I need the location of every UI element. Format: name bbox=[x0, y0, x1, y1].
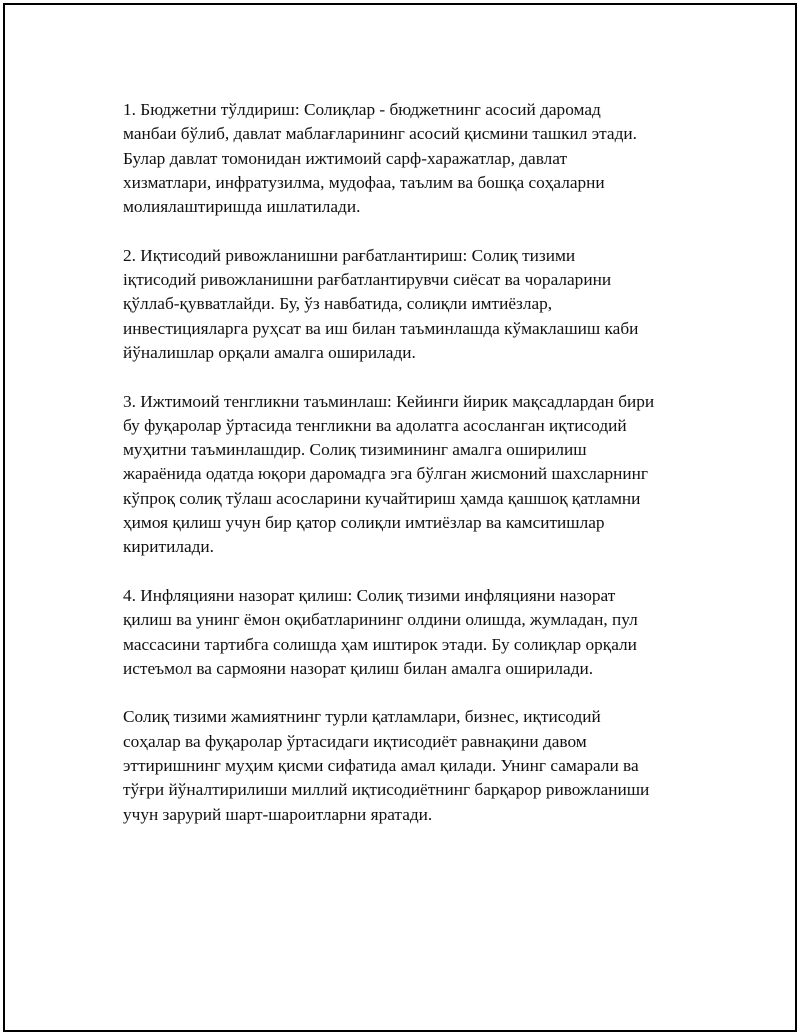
paragraph-conclusion: Солиқ тизими жамиятнинг турли қатламлари, бизнес, иқтисодий соҳалар ва фуқаролар ўртасидаги иқтисодиёт равнақини давом эттиришнинг муҳим қисми сифатида амал қилади. Унинг самарали ва тўғри йўналтирилиши миллий иқтисодиётнинг барқарор ривожланиши учун зарурий шарт-шароитларни яратади. bbox=[123, 707, 650, 824]
paragraph-economic-development: 2. Иқтисодий ривожланишни рағбатлантириш: Солиқ тизими iқтисодий ривожланишни рағбатлантирувчи сиёсат ва чораларини қўллаб-қувватлайди. Бу, ўз навбатида, солиқли имтиёзлар, инвестицияларга руҳсат ва иш билан таъминлашда кўмаклашиш каби йўналишлар орқали амалга оширилади. bbox=[123, 245, 639, 362]
document-body bbox=[123, 98, 695, 827]
paragraph-budget: 1. Бюджетни тўлдириш: Солиқлар - бюджетнинг асосий даромад манбаи бўлиб, давлат маблағларининг асосий қисмини ташкил этади. Булар давлат томонидан ижтимоий сарф-харажатлар, давлат хизматлари, инфратузилма, мудофаа, таълим ва бошқа соҳаларни молиялаштиришда ишлатилади. bbox=[123, 100, 637, 217]
page-frame bbox=[3, 3, 797, 1032]
paragraph-social-equality: 3. Ижтимоий тенгликни таъминлаш: Кейинги йирик мақсадлардан бири бу фуқаролар ўртасида тенгликни ва адолатга асосланган иқтисодий муҳитни таъминлашдир. Солиқ тизимининг амалга оширилиш жараёнида одатда юқори даромадга эга бўлган жисмоний шахсларнинг кўпроқ солиқ тўлаш асосларини кучайтириш ҳамда қашшоқ қатламни ҳимоя қилиш учун бир қатор солиқли имтиёзлар ва камситишлар киритилади. bbox=[123, 391, 655, 557]
paragraph-inflation-control: 4. Инфляцияни назорат қилиш: Солиқ тизими инфляцияни назорат қилиш ва унинг ёмон оқибатларининг олдини олишда, жумладан, пул массасини тартибга солишда ҳам иштирок этади. Бу солиқлар орқали истеъмол ва сармояни назорат қилиш билан амалга оширилади. bbox=[123, 585, 638, 678]
